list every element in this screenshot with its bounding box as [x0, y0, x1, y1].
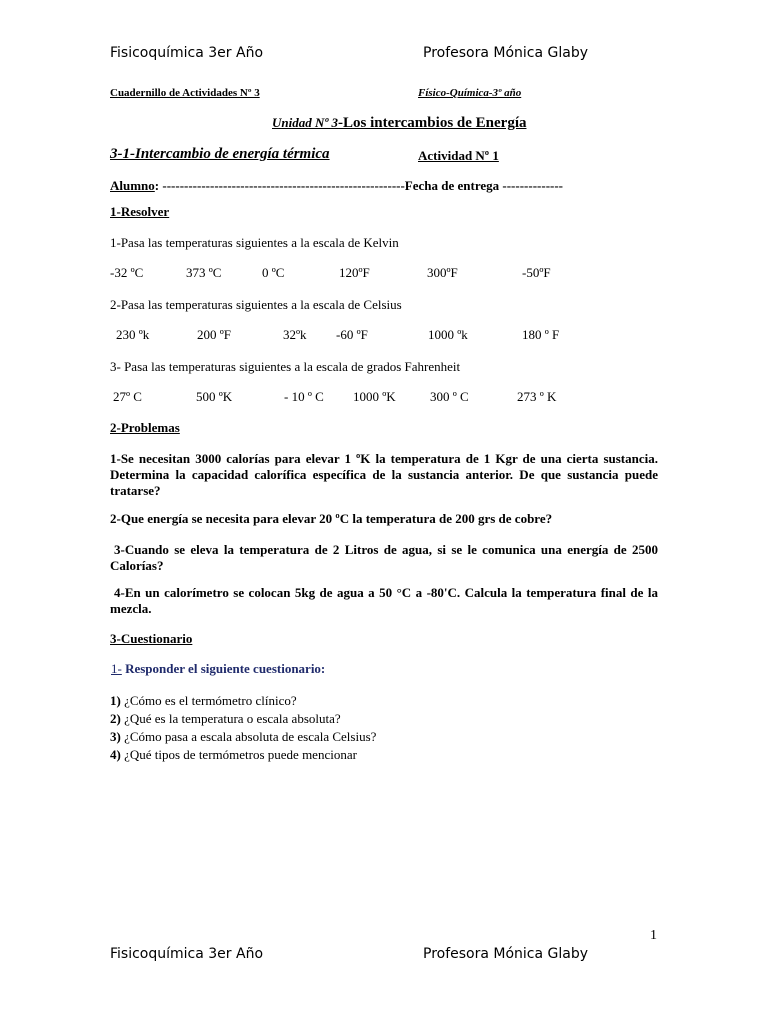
problem-3: 3-Cuando se eleva la temperatura de 2 Litros de agua, si se le comunica una energía de 2500 Calorías?: [110, 542, 658, 573]
question-number: 1): [110, 693, 121, 708]
fahrenheit-value: 300 º C: [430, 389, 469, 404]
section-problems-title: 2-Problemas: [110, 420, 180, 435]
kelvin-value: -50ºF: [522, 265, 551, 280]
question-text: ¿Cómo es el termómetro clínico?: [120, 693, 297, 708]
student-label: Alumno: [110, 178, 155, 193]
page-header-left: Fisicoquímica 3er Año: [110, 45, 264, 61]
questionnaire-intro: [111, 661, 325, 677]
question-item: [110, 729, 376, 745]
unit-suffix: -Los intercambios de Energía: [338, 115, 527, 131]
section-resolver-title: 1-Resolver: [110, 204, 170, 219]
question-text: ¿Qué tipos de termómetros puede mencionar: [120, 747, 357, 762]
section-questionnaire-title: 3-Cuestionario: [110, 631, 193, 646]
celsius-value: 230 ºk: [116, 327, 150, 342]
unit-title: [272, 115, 526, 132]
unit-prefix: Unidad Nº 3: [272, 115, 339, 130]
page-footer-left: Fisicoquímica 3er Año: [110, 946, 264, 962]
kelvin-value: -32 ºC: [110, 265, 144, 280]
intro-text: Responder el siguiente cuestionario:: [121, 661, 326, 676]
kelvin-value: 120ºF: [339, 265, 370, 280]
fahrenheit-value: 500 ºK: [196, 389, 233, 404]
intro-number: 1-: [111, 661, 122, 676]
fahrenheit-value: 27º C: [113, 389, 142, 404]
question-text: ¿Qué es la temperatura o escala absoluta?: [120, 711, 341, 726]
celsius-prompt: 2-Pasa las temperaturas siguientes a la escala de Celsius: [110, 297, 402, 312]
kelvin-value: 373 ºC: [186, 265, 222, 280]
question-number: 2): [110, 711, 121, 726]
student-line: [110, 178, 563, 194]
booklet-title: Cuadernillo de Actividades Nº 3: [110, 87, 260, 99]
problem-1: 1-Se necesitan 3000 calorías para elevar 1 ºK la temperatura de 1 Kgr de una cierta sustancia. Determina la capacidad calorífica específica de la sustancia anterior. De que sustancia puede tratarse?: [110, 451, 658, 498]
question-number: 3): [110, 729, 121, 744]
fahrenheit-value: - 10 º C: [284, 389, 324, 404]
celsius-value: 180 º F: [522, 327, 560, 342]
question-text: ¿Cómo pasa a escala absoluta de escala Celsius?: [120, 729, 377, 744]
celsius-value: 32ºk: [283, 327, 307, 342]
page-number: 1: [650, 928, 657, 943]
question-item: [110, 693, 297, 709]
celsius-value: 200 ºF: [197, 327, 232, 342]
page-header-right: Profesora Mónica Glaby: [423, 45, 589, 61]
problem-4: 4-En un calorímetro se colocan 5kg de agua a 50 °C a -80'C. Calcula la temperatura final de la mezcla.: [110, 585, 658, 616]
question-item: [110, 711, 341, 727]
course-label: Físico-Química-3º año: [418, 87, 522, 99]
fahrenheit-value: 1000 ºK: [353, 389, 396, 404]
kelvin-prompt: 1-Pasa las temperaturas siguientes a la escala de Kelvin: [110, 235, 399, 250]
fahrenheit-prompt: 3- Pasa las temperaturas siguientes a la escala de grados Fahrenheit: [110, 359, 461, 374]
question-item: [110, 747, 357, 763]
page-footer-right: Profesora Mónica Glaby: [423, 946, 589, 962]
kelvin-value: 0 ºC: [262, 265, 285, 280]
celsius-value: 1000 ºk: [428, 327, 468, 342]
fahrenheit-value: 273 º K: [517, 389, 557, 404]
celsius-value: -60 ºF: [336, 327, 368, 342]
activity-label: Actividad Nº 1: [418, 148, 499, 163]
student-dashes: : --------------------------------------------------------Fecha de entrega --------------: [154, 178, 564, 193]
problem-2: 2-Que energía se necesita para elevar 20 ºC la temperatura de 200 grs de cobre?: [110, 511, 553, 526]
kelvin-value: 300ºF: [427, 265, 458, 280]
question-number: 4): [110, 747, 121, 762]
section-subtitle: 3-1-Intercambio de energía térmica: [110, 146, 330, 162]
